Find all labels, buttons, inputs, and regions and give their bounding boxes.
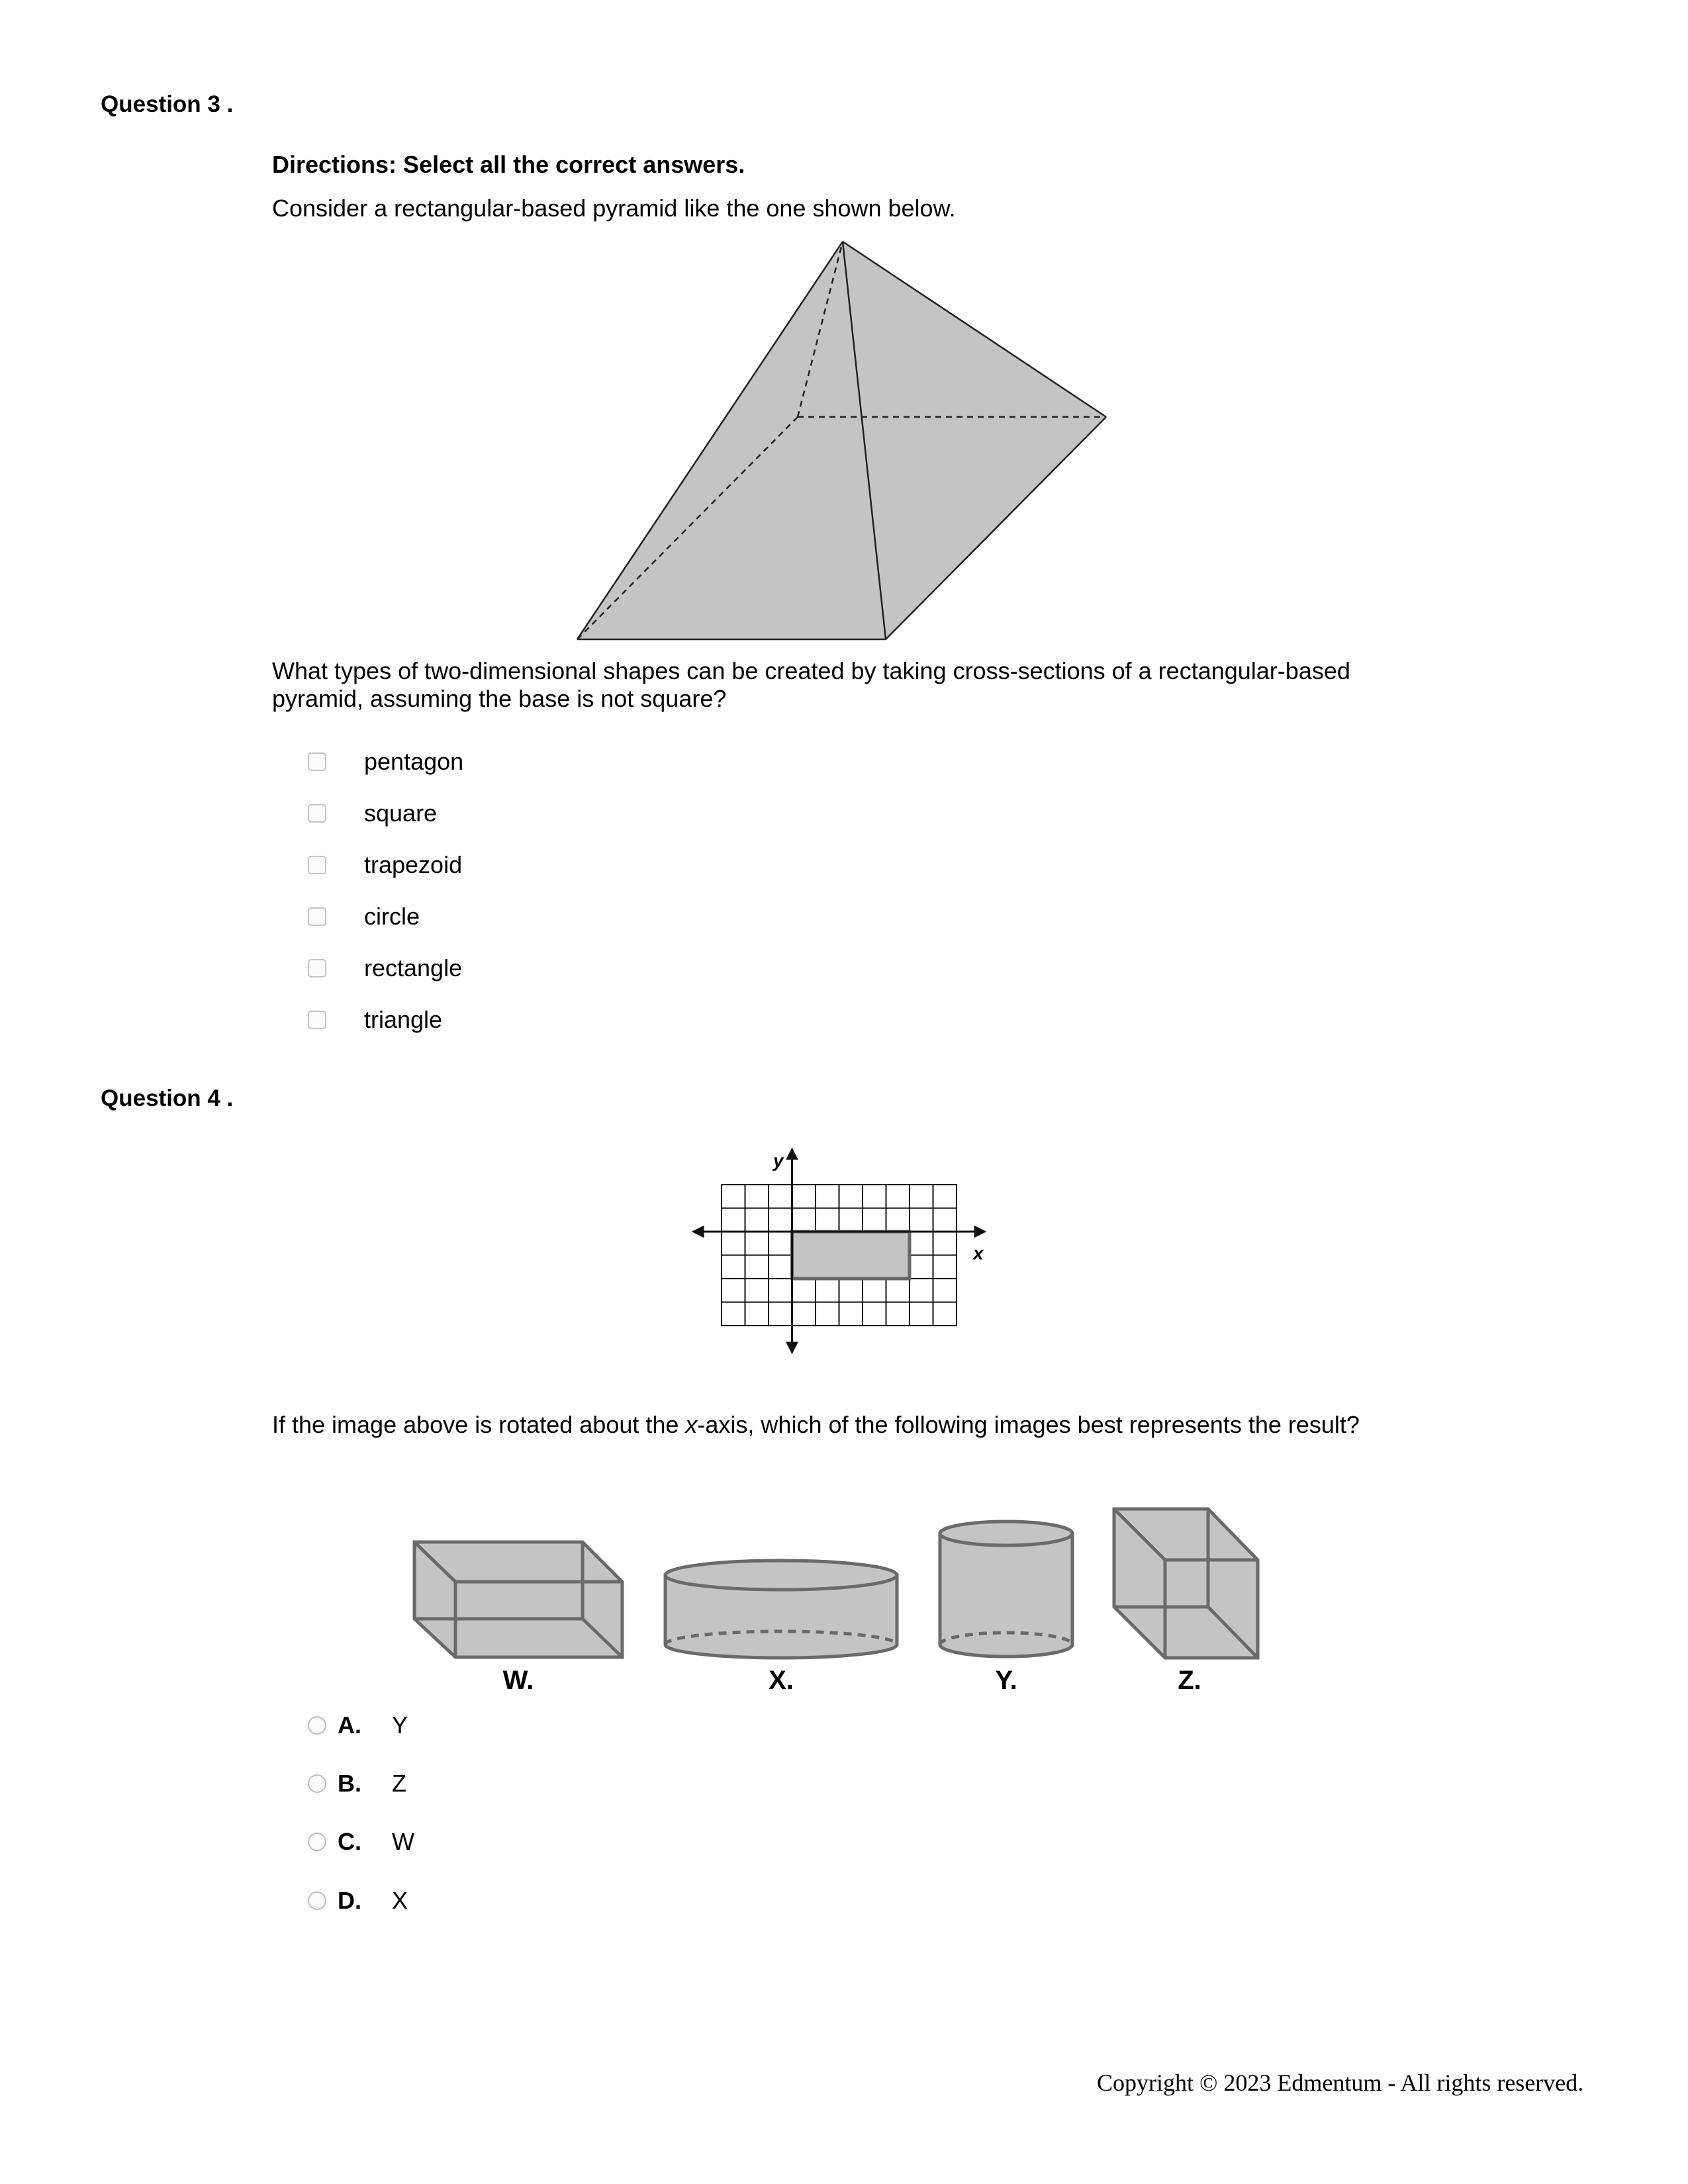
radio-button[interactable] (308, 1716, 326, 1735)
option-label: square (364, 799, 438, 827)
checkbox[interactable] (308, 752, 326, 771)
figure-y-cylinder (940, 1522, 1072, 1657)
option-label: trapezoid (364, 851, 463, 878)
option-label: pentagon (364, 748, 464, 775)
shaded-rectangle (792, 1232, 910, 1279)
question-3-directions: Directions: Select all the correct answers. (272, 151, 745, 178)
checkbox[interactable] (308, 1011, 326, 1029)
question-3-title: Question 3 . (101, 91, 234, 117)
option-label: rectangle (364, 954, 463, 981)
figure-label-w: W. (502, 1666, 534, 1695)
option-label: circle (364, 903, 420, 930)
figure-label-y: Y. (995, 1666, 1017, 1695)
choice-letter: A. (338, 1711, 361, 1739)
question-4-prompt (272, 1411, 1384, 1439)
choice-d[interactable] (308, 1884, 408, 1917)
prompt-pre: If the image above is rotated about the (272, 1411, 686, 1438)
choice-letter: D. (338, 1887, 361, 1914)
question-3-prompt: What types of two-dimensional shapes can be created by taking cross-sections of a rectangular-based pyramid, assuming the base is not square? (272, 657, 1350, 712)
figure-label-x: X. (769, 1666, 794, 1695)
answer-figures (397, 1496, 1284, 1674)
prompt-var: x (685, 1411, 698, 1438)
checkbox[interactable] (308, 856, 326, 874)
radio-button[interactable] (308, 1833, 326, 1851)
question-3-intro: Consider a rectangular-based pyramid like the one shown below. (272, 195, 956, 222)
checkbox[interactable] (308, 959, 326, 978)
option-rectangle[interactable] (308, 952, 463, 985)
question-4-title: Question 4 . (101, 1085, 234, 1111)
radio-button[interactable] (308, 1774, 326, 1793)
figure-label-z: Z. (1178, 1666, 1201, 1695)
option-pentagon[interactable] (308, 745, 464, 778)
figure-z-cube (1114, 1509, 1258, 1658)
y-axis-label: y (773, 1150, 784, 1171)
figure-w-prism (414, 1542, 622, 1657)
option-triangle[interactable] (308, 1003, 443, 1036)
prompt-post: -axis, which of the following images best represents the result? (697, 1411, 1360, 1438)
checkbox[interactable] (308, 907, 326, 926)
choice-c[interactable] (308, 1825, 414, 1858)
option-square[interactable] (308, 797, 438, 830)
choice-text: X (392, 1887, 408, 1914)
coordinate-grid-figure (688, 1138, 1006, 1363)
x-axis-label: x (973, 1243, 984, 1263)
option-label: triangle (364, 1006, 443, 1033)
copyright-footer: Copyright © 2023 Edmentum - All rights reserved. (1097, 2070, 1584, 2096)
pyramid-figure (569, 235, 1112, 645)
choice-b[interactable] (308, 1767, 406, 1800)
choice-text: W (392, 1828, 414, 1855)
choice-text: Z (392, 1770, 406, 1797)
checkbox[interactable] (308, 804, 326, 823)
figure-x-cylinder (665, 1561, 897, 1658)
choice-letter: C. (338, 1828, 361, 1855)
choice-a[interactable] (308, 1709, 408, 1742)
option-trapezoid[interactable] (308, 848, 463, 882)
radio-button[interactable] (308, 1891, 326, 1910)
option-circle[interactable] (308, 900, 420, 933)
choice-text: Y (392, 1711, 408, 1739)
choice-letter: B. (338, 1770, 361, 1797)
